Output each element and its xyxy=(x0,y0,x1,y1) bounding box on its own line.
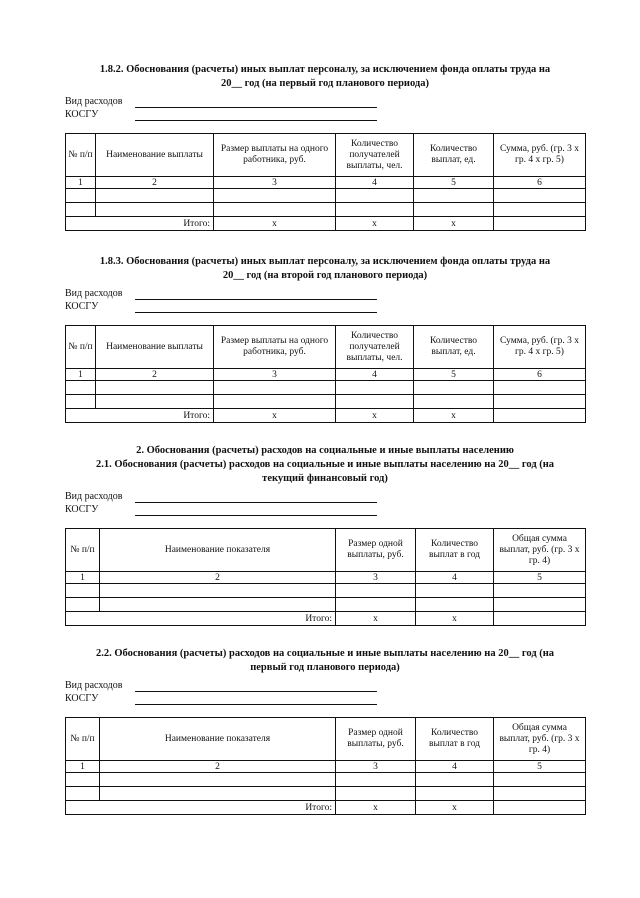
column-number: 3 xyxy=(214,177,336,189)
kosgu-row xyxy=(65,692,585,705)
column-header: Размер одной выплаты, руб. xyxy=(336,529,416,572)
total-row xyxy=(66,612,586,626)
table-cell[interactable] xyxy=(336,381,414,395)
table-cell[interactable] xyxy=(100,584,336,598)
table-cell[interactable] xyxy=(214,189,336,203)
kosgu-field[interactable] xyxy=(135,695,377,705)
table-cell[interactable] xyxy=(100,787,336,801)
column-number: 1 xyxy=(66,572,100,584)
title-line-2: 20__ год (на первый год планового периода) xyxy=(221,78,429,89)
column-number: 6 xyxy=(494,177,586,189)
kosgu-label: КОСГУ xyxy=(65,301,99,312)
vid-rashodov-row xyxy=(65,95,585,108)
column-header: Общая сумма выплат, руб. (гр. 3 х гр. 4) xyxy=(494,718,586,761)
table-cell[interactable] xyxy=(66,189,96,203)
total-sum-cell[interactable] xyxy=(494,217,586,231)
vid-rashodov-field[interactable] xyxy=(135,682,377,692)
table-cell[interactable] xyxy=(414,189,494,203)
total-label: Итого: xyxy=(66,217,214,231)
kosgu-label: КОСГУ xyxy=(65,504,99,515)
column-number: 3 xyxy=(214,369,336,381)
social-payments-table xyxy=(65,528,586,626)
table-cell[interactable] xyxy=(416,598,494,612)
section-1-8-3 xyxy=(65,255,585,423)
section-title xyxy=(65,63,585,91)
column-number: 1 xyxy=(66,761,100,773)
table-cell[interactable] xyxy=(414,381,494,395)
table-cell[interactable] xyxy=(96,203,214,217)
table-cell[interactable] xyxy=(336,203,414,217)
table-row xyxy=(66,773,586,787)
table-header-row xyxy=(66,134,586,177)
table-cell[interactable] xyxy=(96,189,214,203)
column-header: Размер одной выплаты, руб. xyxy=(336,718,416,761)
vid-rashodov-field[interactable] xyxy=(135,290,377,300)
column-header: Количество получателей выплаты, чел. xyxy=(336,326,414,369)
column-number: 3 xyxy=(336,572,416,584)
table-cell[interactable] xyxy=(416,787,494,801)
column-header: № п/п xyxy=(66,529,100,572)
table-cell[interactable] xyxy=(66,584,100,598)
total-row xyxy=(66,801,586,815)
section-2-1 xyxy=(65,444,585,626)
vid-rashodov-field[interactable] xyxy=(135,98,377,108)
column-header: № п/п xyxy=(66,718,100,761)
table-row xyxy=(66,203,586,217)
kosgu-label: КОСГУ xyxy=(65,109,99,120)
column-number: 4 xyxy=(336,177,414,189)
vid-rashodov-row xyxy=(65,490,585,503)
title-line-1: 1.8.3. Обоснования (расчеты) иных выплат персоналу, за исключением фонда оплаты труда на xyxy=(99,256,551,267)
title-line-1: 1.8.2. Обоснования (расчеты) иных выплат персоналу, за исключением фонда оплаты труда на xyxy=(99,64,551,75)
column-header: Количество выплат, ед. xyxy=(414,326,494,369)
table-cell[interactable] xyxy=(414,395,494,409)
title-line-2: текущий финансовый год) xyxy=(262,473,388,484)
column-header: Общая сумма выплат, руб. (гр. 3 х гр. 4) xyxy=(494,529,586,572)
kosgu-row xyxy=(65,300,585,313)
section-2-title: 2. Обоснования (расчеты) расходов на социальные и иные выплаты населению xyxy=(136,445,514,456)
table-cell[interactable] xyxy=(214,381,336,395)
column-header: Сумма, руб. (гр. 3 х гр. 4 х гр. 5) xyxy=(494,134,586,177)
table-header-row xyxy=(66,718,586,761)
kosgu-row xyxy=(65,108,585,121)
total-x: х xyxy=(414,217,494,231)
table-cell[interactable] xyxy=(494,189,586,203)
section-title xyxy=(65,458,585,486)
column-header: Размер выплаты на одного работника, руб. xyxy=(214,134,336,177)
table-cell[interactable] xyxy=(494,787,586,801)
total-sum-cell[interactable] xyxy=(494,801,586,815)
column-number: 4 xyxy=(416,572,494,584)
column-number: 1 xyxy=(66,369,96,381)
table-cell[interactable] xyxy=(336,189,414,203)
section-2-2 xyxy=(65,647,585,815)
column-header: Количество получателей выплаты, чел. xyxy=(336,134,414,177)
table-cell[interactable] xyxy=(66,773,100,787)
vid-rashodov-label: Вид расходов xyxy=(65,288,123,299)
kosgu-field[interactable] xyxy=(135,111,377,121)
table-cell[interactable] xyxy=(100,598,336,612)
table-cell[interactable] xyxy=(66,598,100,612)
expense-fields xyxy=(65,679,585,705)
title-line-1: 2.1. Обоснования (расчеты) расходов на социальные и иные выплаты населению на 20__ год (на xyxy=(95,459,555,470)
total-label: Итого: xyxy=(66,409,214,423)
table-cell[interactable] xyxy=(336,773,416,787)
table-cell[interactable] xyxy=(416,773,494,787)
table-cell[interactable] xyxy=(336,395,414,409)
vid-rashodov-row xyxy=(65,287,585,300)
payments-table xyxy=(65,133,586,231)
column-number: 4 xyxy=(416,761,494,773)
total-label: Итого: xyxy=(66,801,336,815)
table-row xyxy=(66,381,586,395)
column-number: 5 xyxy=(414,369,494,381)
column-number: 5 xyxy=(494,761,586,773)
total-x: х xyxy=(336,612,416,626)
column-number-row xyxy=(66,572,586,584)
column-number-row xyxy=(66,177,586,189)
table-cell[interactable] xyxy=(66,787,100,801)
column-number-row xyxy=(66,369,586,381)
column-header: Сумма, руб. (гр. 3 х гр. 4 х гр. 5) xyxy=(494,326,586,369)
table-cell[interactable] xyxy=(494,598,586,612)
table-header-row xyxy=(66,326,586,369)
expense-fields xyxy=(65,490,585,516)
table-cell[interactable] xyxy=(66,381,96,395)
vid-rashodov-field[interactable] xyxy=(135,493,377,503)
table-row xyxy=(66,584,586,598)
total-x: х xyxy=(336,409,414,423)
column-header: Количество выплат в год xyxy=(416,529,494,572)
table-cell[interactable] xyxy=(96,381,214,395)
title-line-1: 2.2. Обоснования (расчеты) расходов на социальные и иные выплаты населению на 20__ год (на xyxy=(95,648,555,659)
table-cell[interactable] xyxy=(494,773,586,787)
social-payments-table xyxy=(65,717,586,815)
table-cell[interactable] xyxy=(66,203,96,217)
total-x: х xyxy=(214,409,336,423)
table-cell[interactable] xyxy=(494,584,586,598)
section-1-8-2 xyxy=(65,63,585,231)
total-x: х xyxy=(414,409,494,423)
total-row xyxy=(66,217,586,231)
column-number: 1 xyxy=(66,177,96,189)
column-number: 2 xyxy=(100,572,336,584)
table-cell[interactable] xyxy=(336,584,416,598)
title-line-2: первый год планового периода) xyxy=(250,662,400,673)
total-x: х xyxy=(416,801,494,815)
expense-fields xyxy=(65,287,585,313)
total-x: х xyxy=(214,217,336,231)
total-x: х xyxy=(416,612,494,626)
column-header: № п/п xyxy=(66,326,96,369)
table-row xyxy=(66,598,586,612)
kosgu-label: КОСГУ xyxy=(65,693,99,704)
column-number: 5 xyxy=(494,572,586,584)
column-number: 3 xyxy=(336,761,416,773)
column-number: 2 xyxy=(96,369,214,381)
table-cell[interactable] xyxy=(214,203,336,217)
title-line-2: 20__ год (на второй год планового периода) xyxy=(222,270,428,281)
table-cell[interactable] xyxy=(100,773,336,787)
column-number: 2 xyxy=(100,761,336,773)
table-cell[interactable] xyxy=(66,395,96,409)
kosgu-field[interactable] xyxy=(135,506,377,516)
kosgu-field[interactable] xyxy=(135,303,377,313)
column-header: Количество выплат, ед. xyxy=(414,134,494,177)
total-label: Итого: xyxy=(66,612,336,626)
payments-table xyxy=(65,325,586,423)
section-title xyxy=(65,647,585,675)
section-title xyxy=(65,255,585,283)
table-cell[interactable] xyxy=(494,395,586,409)
table-cell[interactable] xyxy=(416,584,494,598)
table-row xyxy=(66,787,586,801)
total-sum-cell[interactable] xyxy=(494,409,586,423)
total-row xyxy=(66,409,586,423)
kosgu-row xyxy=(65,503,585,516)
column-number-row xyxy=(66,761,586,773)
table-cell[interactable] xyxy=(494,381,586,395)
vid-rashodov-row xyxy=(65,679,585,692)
column-number: 6 xyxy=(494,369,586,381)
table-cell[interactable] xyxy=(494,203,586,217)
column-header: Размер выплаты на одного работника, руб. xyxy=(214,326,336,369)
vid-rashodov-label: Вид расходов xyxy=(65,680,123,691)
table-cell[interactable] xyxy=(336,787,416,801)
column-number: 5 xyxy=(414,177,494,189)
table-row xyxy=(66,395,586,409)
table-header-row xyxy=(66,529,586,572)
expense-fields xyxy=(65,95,585,121)
total-x: х xyxy=(336,217,414,231)
column-number: 4 xyxy=(336,369,414,381)
table-cell[interactable] xyxy=(414,203,494,217)
table-cell[interactable] xyxy=(96,395,214,409)
table-cell[interactable] xyxy=(336,598,416,612)
vid-rashodov-label: Вид расходов xyxy=(65,96,123,107)
column-number: 2 xyxy=(96,177,214,189)
column-header: № п/п xyxy=(66,134,96,177)
table-cell[interactable] xyxy=(214,395,336,409)
total-sum-cell[interactable] xyxy=(494,612,586,626)
column-header: Наименование показателя xyxy=(100,529,336,572)
table-row xyxy=(66,189,586,203)
column-header: Наименование показателя xyxy=(100,718,336,761)
column-header: Наименование выплаты xyxy=(96,134,214,177)
column-header: Количество выплат в год xyxy=(416,718,494,761)
total-x: х xyxy=(336,801,416,815)
vid-rashodov-label: Вид расходов xyxy=(65,491,123,502)
column-header: Наименование выплаты xyxy=(96,326,214,369)
